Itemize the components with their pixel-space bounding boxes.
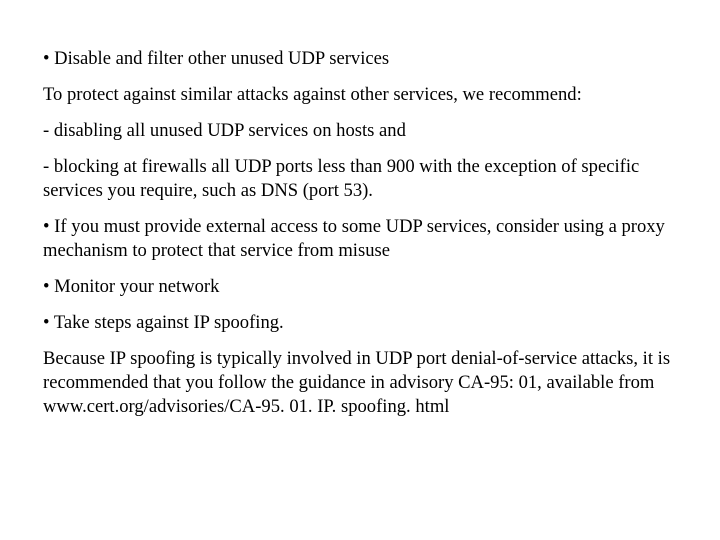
recommendation-disable-services: - disabling all unused UDP services on hosts and: [43, 120, 406, 141]
slide-body: [43, 47, 693, 431]
bullet-external-access: • If you must provide external access to some UDP services, consider using a proxy mechanism to protect that service from misuse: [43, 216, 665, 261]
bullet-ip-spoofing: • Take steps against IP spoofing.: [43, 312, 284, 333]
ip-spoofing-guidance: Because IP spoofing is typically involved in UDP port denial-of-service attacks, it is recommended that you follow the guidance in advisory CA-95: 01, available from www.cert.org/advisories/CA-95. 01. IP. spoofing. html: [43, 348, 671, 417]
recommendation-intro: To protect against similar attacks against other services, we recommend:: [43, 84, 582, 105]
bullet-monitor-network: • Monitor your network: [43, 276, 220, 297]
bullet-disable-udp: • Disable and filter other unused UDP services: [43, 48, 390, 69]
recommendation-block-ports: - blocking at firewalls all UDP ports less than 900 with the exception of specific services you require, such as DNS (port 53).: [43, 156, 640, 201]
